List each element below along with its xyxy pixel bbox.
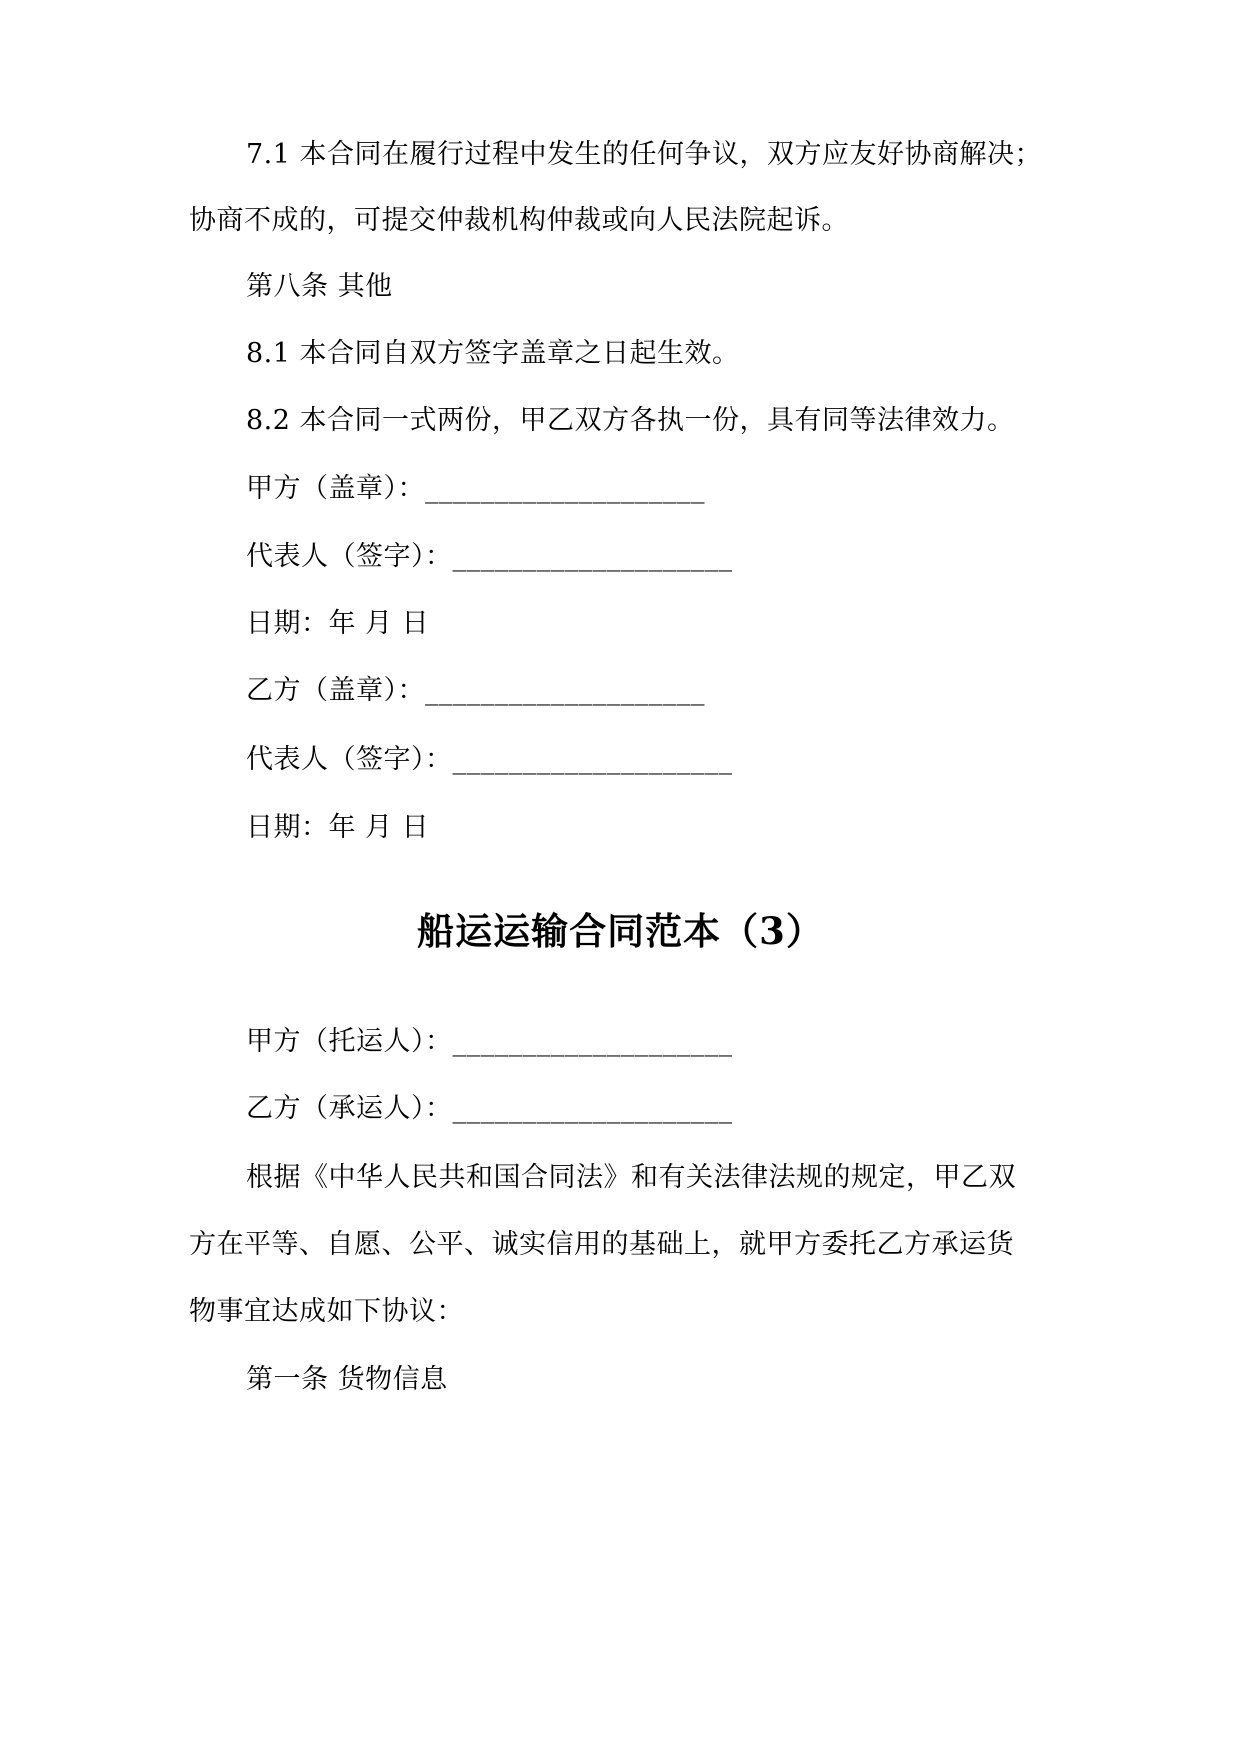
carrier-line: 乙方（承运人）：____________________ (246, 1093, 733, 1124)
party-b-date-line: 日期：年 月 日 (246, 812, 430, 843)
shipper-line: 甲方（托运人）：____________________ (246, 1026, 733, 1057)
party-a-date-line: 日期：年 月 日 (246, 608, 430, 639)
article-8-heading: 第八条 其他 (246, 271, 393, 302)
party-b-representative-line: 代表人（签字）：____________________ (246, 744, 733, 775)
contract-title: 船运运输合同范本（3） (417, 909, 824, 953)
clause-8-1: 8.1 本合同自双方签字盖章之日起生效。 (246, 338, 740, 369)
clause-8-2: 8.2 本合同一式两份，甲乙双方各执一份，具有同等法律效力。 (246, 405, 1015, 436)
party-a-representative-line: 代表人（签字）：____________________ (246, 541, 733, 572)
preamble-line-2: 方在平等、自愿、公平、诚实信用的基础上，就甲方委托乙方承运货 (189, 1229, 1014, 1260)
party-a-seal-line: 甲方（盖章）：____________________ (246, 473, 705, 504)
preamble-line-3: 物事宜达成如下协议： (189, 1296, 464, 1327)
article-1-heading: 第一条 货物信息 (246, 1364, 448, 1395)
party-b-seal-line: 乙方（盖章）：____________________ (246, 675, 705, 706)
preamble-line-1: 根据《中华人民共和国合同法》和有关法律法规的规定，甲乙双 (246, 1162, 1016, 1193)
clause-7-1-line-1: 7.1 本合同在履行过程中发生的任何争议，双方应友好协商解决； (246, 139, 1043, 170)
clause-7-1-line-2: 协商不成的，可提交仲裁机构仲裁或向人民法院起诉。 (189, 205, 849, 236)
